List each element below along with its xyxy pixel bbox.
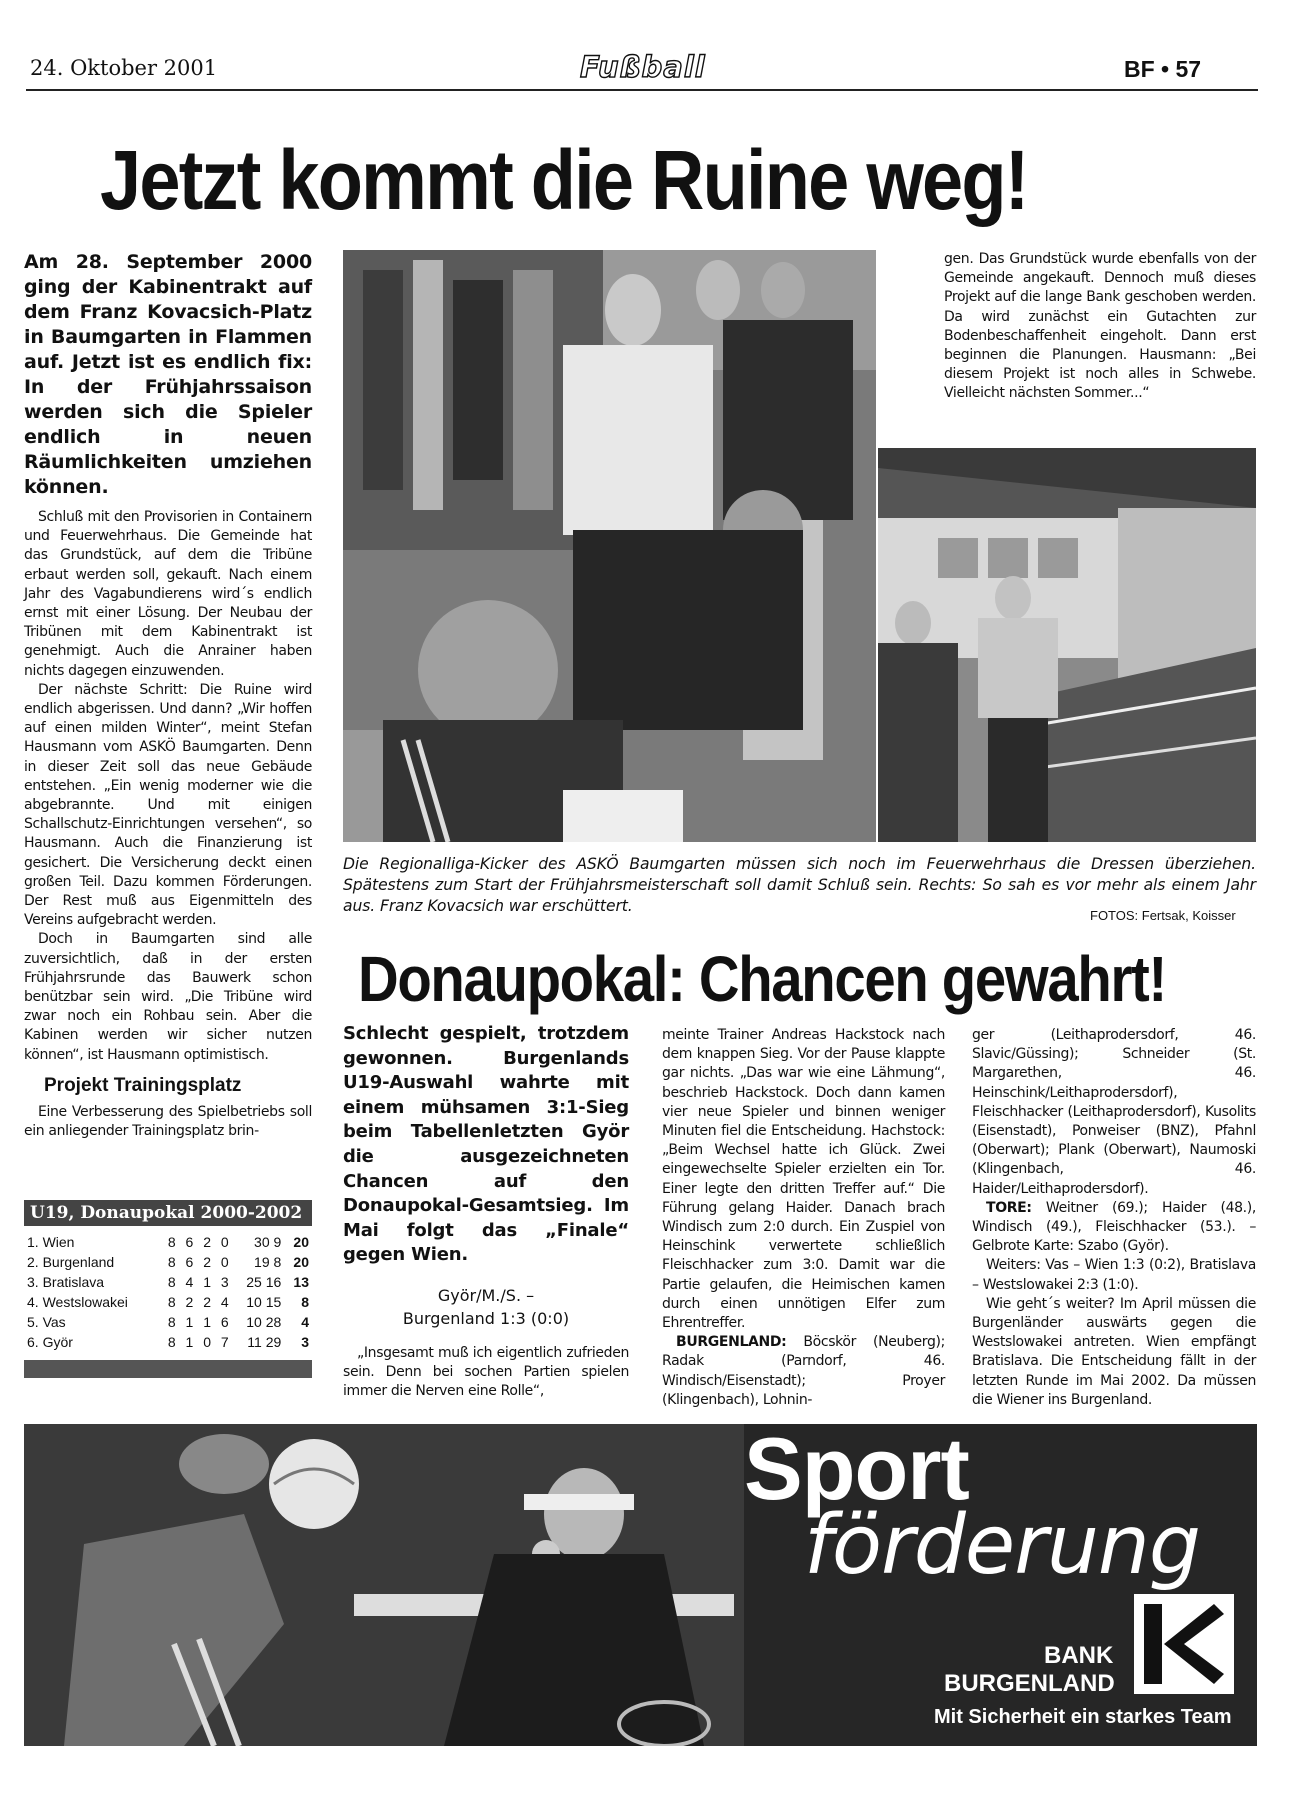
bank-name-2: BURGENLAND <box>944 1670 1115 1697</box>
table-row <box>24 1272 312 1292</box>
table-cell-sp: 8 <box>167 1234 176 1250</box>
lineup-text: Böcskör (Neuberg); Radak (Parndorf, 46. Windisch/Eisenstadt); Proyer (Klingenbach), Lohnin- <box>662 1334 945 1408</box>
table-cell-pts: 8 <box>301 1294 309 1310</box>
table-cell-n: 3 <box>220 1274 229 1290</box>
photo-caption: Die Regionalliga-Kicker des ASKÖ Baumgarten müssen sich noch im Feuerwehrhaus die Dressen überziehen. Spätestens zum Start der Frühjahrsmeisterschaft soll damit Schluß sein. Rechts: So sah es vor mehr als einem Jahr aus. Franz Kovacsich war erschüttert. <box>343 855 1256 915</box>
photo-burned-stand <box>878 448 1256 842</box>
table-row <box>24 1312 312 1332</box>
table-cell-pts: 13 <box>293 1274 309 1290</box>
league-table-title: U19, Donaupokal 2000-2002 <box>24 1200 312 1226</box>
bank-logo <box>1134 1594 1234 1694</box>
table-cell-s: 4 <box>185 1274 194 1290</box>
photo-credit: FOTOS: Fertsak, Koisser <box>1090 908 1236 923</box>
goals-text: Weitner (69.); Haider (48.), Windisch (49.), Fleischhacker (53.). – Gelbrote Karte: Szabo (Györ). <box>972 1199 1256 1255</box>
table-cell-goals: 30 9 <box>254 1234 282 1250</box>
bank-logo-icon <box>1134 1594 1234 1694</box>
donaupokal-col-2 <box>662 1026 945 1410</box>
table-cell-team: 3. Bratislava <box>27 1274 105 1290</box>
donaupokal-col-3 <box>972 1026 1256 1410</box>
table-cell-u: 2 <box>203 1254 212 1270</box>
donaupokal-col-1 <box>343 1022 629 1402</box>
body-paragraph: gen. Das Grundstück wurde ebenfalls von der Gemeinde angekauft. Dennoch muß dieses Projekt auf die lange Bank geschoben werden. Da wird zunächst ein Gutachten zur Bodenbeschaffenheit eingeholt. Dann erst beginnen die Planungen. Hausmann: „Bei diesem Projekt ist noch alles in Schwebe. Vielleicht nächsten Sommer...“ <box>944 251 1256 402</box>
table-cell-u: 0 <box>203 1334 212 1350</box>
table-cell-pts: 3 <box>301 1334 309 1350</box>
body-paragraph: Wie geht´s weiter? Im April müssen die Burgenländer auswärts gegen die Westslowakei antreten. Wien empfängt Bratislava. Die Entscheidung fällt in der letzten Runde im Mai 2002. Da müssen die Wiener ins Burgenland. <box>972 1295 1256 1408</box>
body-paragraph: „Insgesamt muß ich eigentlich zufrieden sein. Denn bei sochen Partien spielen immer die Nerven eine Rolle“, <box>343 1344 629 1400</box>
body-paragraph: Schluß mit den Provisorien in Containern und Feuerwehrhaus. Die Gemeinde hat das Grundstück, auf dem die Tribüne erbaut werden soll, gekauft. Nach einem Jahr des Vagabundierens wird´s endlich ernst mit einer Lösung. Der Neubau der Tribünen mit dem Kabinentrakt ist genehmigt. Auch die Anrainer haben nichts dagegen einzuwenden. <box>24 509 312 679</box>
issue-date: 24. Oktober 2001 <box>30 56 218 80</box>
ad-word-sport: Sport <box>744 1424 969 1518</box>
table-footer-bar <box>24 1360 312 1378</box>
table-cell-sp: 8 <box>167 1294 176 1310</box>
body-paragraph: Eine Verbesserung des Spielbetriebs soll ein anliegender Trainingsplatz brin- <box>24 1103 312 1140</box>
table-row <box>24 1332 312 1352</box>
table-cell-team: 6. Györ <box>27 1334 73 1350</box>
table-cell-u: 2 <box>203 1234 212 1250</box>
bank-slogan: Mit Sicherheit ein starkes Team <box>934 1706 1232 1728</box>
burned-stand-image <box>878 448 1256 842</box>
table-cell-team: 2. Burgenland <box>27 1254 115 1270</box>
table-row <box>24 1292 312 1312</box>
body-paragraph: Der nächste Schritt: Die Ruine wird endlich abgerissen. Und dann? „Wir hoffen auf einen milden Winter“, meint Stefan Hausmann vom ASKÖ Baumgarten. Denn in dieser Zeit soll das neue Gebäude entstehen. „Ein wenig moderner wie die abgebrannte. Und mit einigen Schallschutz-Einrichtungen versehen“, so Hausmann. Auch die Finanzierung ist gesichert. Die Versicherung deckt einen großen Teil. Dazu kommen Förderungen. Der Rest muß aus Eigenmitteln des Vereins aufgebracht werden. <box>24 681 312 929</box>
goals-label: TORE: <box>986 1199 1032 1216</box>
table-cell-team: 1. Wien <box>27 1234 75 1250</box>
league-table-box <box>24 1200 312 1378</box>
table-cell-s: 2 <box>185 1294 194 1310</box>
body-paragraph: Weiters: Vas – Wien 1:3 (0:2), Bratislava – Westslowakei 2:3 (1:0). <box>972 1257 1256 1293</box>
table-cell-goals: 11 29 <box>247 1334 282 1350</box>
result-line <box>343 1284 629 1330</box>
league-table <box>24 1232 312 1352</box>
table-cell-n: 7 <box>220 1334 229 1350</box>
lineup-label: BURGENLAND: <box>676 1334 787 1351</box>
body-paragraph: ger (Leithaprodersdorf, 46. Slavic/Güssing); Schneider (St. Margarethen, 46. Heinschink/Leithaprodersdorf), Fleischhacker (Leithaprodersdorf), Kusolits (Eisenstadt), Ponweiser (BNZ), Pfahnl (Oberwart); Plank (Oberwart), Naumoski (Klingenbach, 46. Haider/Leithaprodersdorf). <box>972 1027 1256 1197</box>
headline-ruine: Jetzt kommt die Ruine weg! <box>100 133 1028 227</box>
table-cell-sp: 8 <box>167 1274 176 1290</box>
result-teams: Györ/M./S. – <box>437 1285 535 1305</box>
section-title: Fußball <box>580 50 706 84</box>
body-paragraph <box>662 1333 945 1410</box>
locker-room-image <box>343 250 876 842</box>
ad-word-foerderung: förderung <box>804 1498 1200 1593</box>
table-cell-u: 1 <box>203 1314 212 1330</box>
left-column <box>24 250 312 1141</box>
table-cell-pts: 4 <box>301 1314 309 1330</box>
headline-donaupokal: Donaupokal: Chancen gewahrt! <box>358 943 1166 1015</box>
body-paragraph: meinte Trainer Andreas Hackstock nach dem knappen Sieg. Vor der Pause klappte gar nichts. „Das war wie eine Lähmung“, beschrieb Hackstock. Doch dann kamen vier neue Spieler und binnen weniger Minuten fiel die Entscheidung. Hachstock: „Beim Wechsel hatte ich Glück. Zwei eingewechselte Spieler erzielten ein Tor. Einer legte den dritten Treffer auf.“ Die Führung gelang Haider. Danach brach Windisch zum 2:0 durch. Ein Zuspiel von Heinschink verwertete schließlich Fleischhacker zum 3:0. Damit war die Partie gelaufen, die Heimischen kamen durch einen unnötigen Elfer zum Ehrentreffer. <box>662 1027 945 1332</box>
body-paragraph <box>972 1199 1256 1257</box>
lead-paragraph: Am 28. September 2000 ging der Kabinentrakt auf dem Franz Kovacsich-Platz in Baumgarten in Flammen auf. Jetzt ist es endlich fix: In der Frühjahrssaison werden sich die Spieler endlich in neuen Räumlichkeiten umziehen können. <box>24 251 312 498</box>
table-cell-sp: 8 <box>167 1334 176 1350</box>
table-cell-s: 1 <box>185 1334 194 1350</box>
table-cell-u: 2 <box>203 1294 212 1310</box>
table-cell-goals: 10 28 <box>246 1314 282 1330</box>
table-cell-u: 1 <box>203 1274 212 1290</box>
table-cell-pts: 20 <box>293 1234 309 1250</box>
table-cell-goals: 10 15 <box>246 1294 282 1310</box>
table-row <box>24 1252 312 1272</box>
header-rule <box>26 89 1258 91</box>
table-cell-n: 6 <box>220 1314 229 1330</box>
table-cell-s: 6 <box>185 1254 194 1270</box>
result-score: Burgenland 1:3 (0:0) <box>402 1308 570 1328</box>
lead-paragraph: Schlecht gespielt, trotzdem gewonnen. Burgenlands U19-Auswahl wahrte mit einem mühsamen 3:1-Sieg beim Tabellenletzten Györ die ausgezeichneten Chancen auf den Donaupokal-Gesamtsieg. Im Mai folgt das „Finale“ gegen Wien. <box>343 1023 629 1266</box>
continuation-column <box>944 250 1256 404</box>
table-cell-goals: 19 8 <box>254 1254 282 1270</box>
table-cell-n: 0 <box>220 1254 229 1270</box>
page-number: BF • 57 <box>1124 56 1202 82</box>
table-cell-team: 5. Vas <box>27 1314 66 1330</box>
table-cell-n: 0 <box>220 1234 229 1250</box>
bank-name-1: BANK <box>1044 1642 1114 1669</box>
table-cell-s: 6 <box>185 1234 194 1250</box>
table-cell-team: 4. Westslowakei <box>27 1294 128 1310</box>
table-cell-goals: 25 16 <box>246 1274 282 1290</box>
bank-advertisement <box>24 1424 1257 1746</box>
table-row <box>24 1232 312 1252</box>
table-cell-sp: 8 <box>167 1254 176 1270</box>
photo-locker-room <box>343 250 876 842</box>
table-cell-pts: 20 <box>293 1254 309 1270</box>
table-cell-s: 1 <box>185 1314 194 1330</box>
table-cell-sp: 8 <box>167 1314 176 1330</box>
subhead-trainingsplatz: Projekt Trainingsplatz <box>44 1074 242 1096</box>
table-cell-n: 4 <box>220 1294 229 1310</box>
body-paragraph: Doch in Baumgarten sind alle zuversichtlich, daß in der ersten Frühjahrsrunde das Bauwerk schon benützbar sein wird. „Die Tribüne wird zwar noch ein Rohbau sein. Aber die Kabinen werden wir sicher nutzen können“, ist Hausmann optimistisch. <box>24 931 312 1063</box>
